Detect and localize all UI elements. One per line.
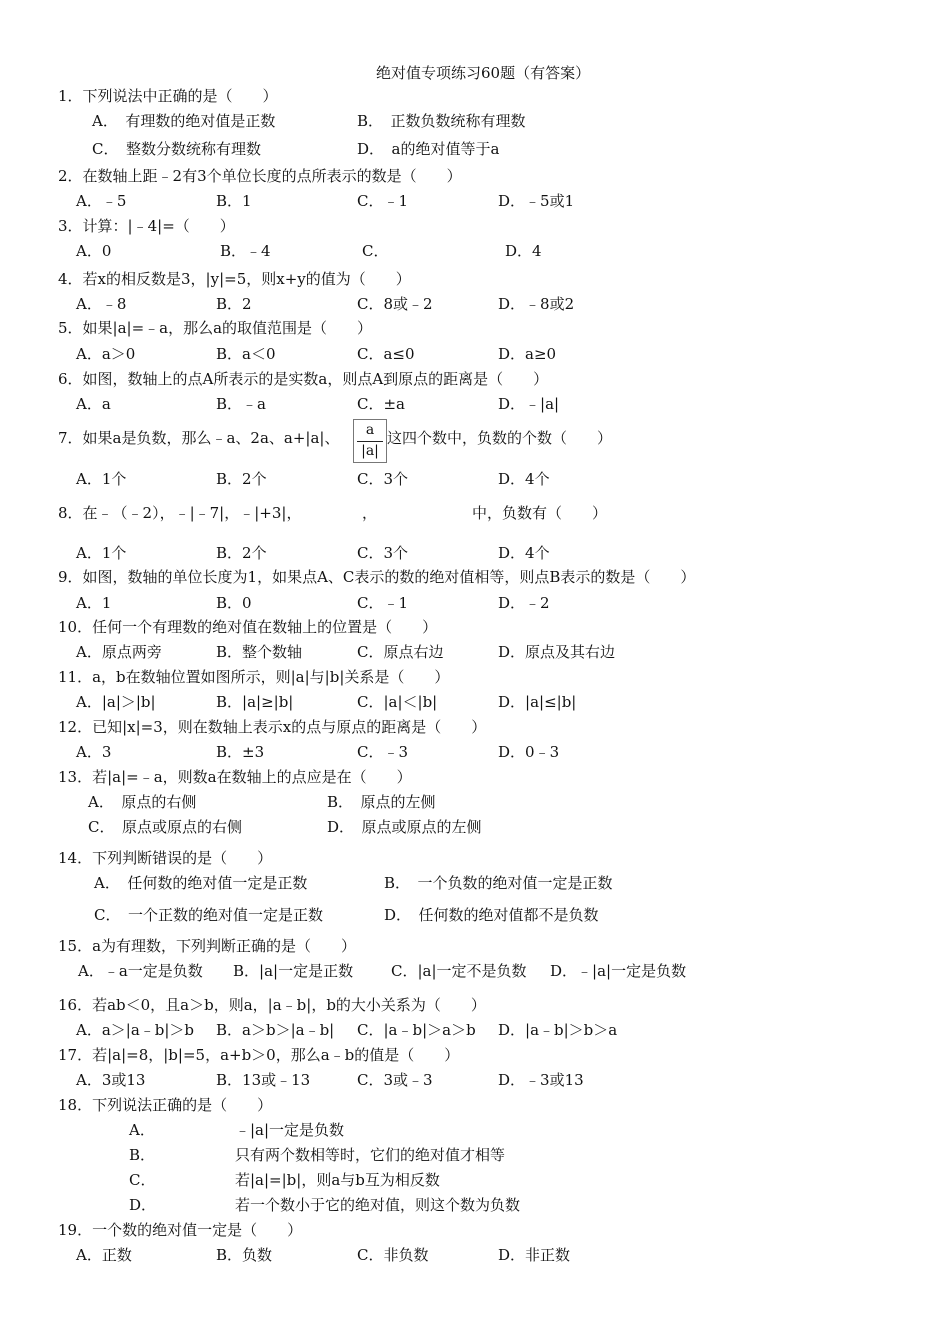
question-3-option-c: C． (362, 242, 389, 260)
question-9-stem: 9．如图，数轴的单位长度为1，如果点A、C表示的数的绝对值相等，则点B表示的数是（ ） (58, 568, 696, 586)
question-7-option-d: D．4个 (498, 470, 550, 488)
question-8-stem-end: 中，负数有（ ） (472, 504, 608, 522)
question-14-option-d: D． 任何数的绝对值都不是负数 (384, 906, 599, 924)
question-4-option-d: D．﹣8或2 (498, 295, 575, 313)
question-19-stem: 19．一个数的绝对值一定是（ ） (58, 1221, 303, 1239)
question-17-option-a: A．3或13 (76, 1071, 146, 1089)
question-18-option-d: 若一个数小于它的绝对值，则这个数为负数 (235, 1196, 521, 1214)
question-10-option-a: A．原点两旁 (76, 643, 162, 661)
question-17-option-b: B．13或﹣13 (216, 1071, 311, 1089)
fraction-numerator: a (365, 422, 375, 438)
question-1-option-c: C． 整数分数统称有理数 (92, 140, 261, 158)
question-10-option-d: D．原点及其右边 (498, 643, 616, 661)
question-11-stem: 11．a，b在数轴位置如图所示，则|a|与|b|关系是（ ） (58, 668, 450, 686)
question-11-option-c: C．|a|＜|b| (357, 693, 438, 711)
question-7-stem: 7．如果a是负数，那么﹣a、2a、a+|a|、 (58, 429, 340, 447)
question-18-letter-b: B． (129, 1146, 156, 1164)
question-18-option-c: 若|a|=|b|，则a与b互为相反数 (235, 1171, 440, 1189)
question-10-option-b: B．整个数轴 (216, 643, 303, 661)
question-8-option-b: B．2个 (216, 544, 267, 562)
question-13-option-a: A． 原点的右侧 (88, 793, 197, 811)
question-3-option-d: D．4 (505, 242, 542, 260)
question-7-option-b: B．2个 (216, 470, 267, 488)
page-title: 绝对值专项练习60题（有答案） (376, 64, 591, 82)
question-9-option-b: B．0 (216, 594, 252, 612)
fraction-image (353, 419, 387, 463)
question-2-option-c: C．﹣1 (357, 192, 409, 210)
question-8-stem-comma: ， (362, 504, 378, 522)
question-12-option-b: B．±3 (216, 743, 265, 761)
question-7-stem-end: 这四个数中，负数的个数（ ） (387, 429, 613, 447)
question-11-option-b: B．|a|≥|b| (216, 693, 294, 711)
question-4-option-a: A．﹣8 (76, 295, 127, 313)
question-4-option-b: B．2 (216, 295, 252, 313)
question-6-option-b: B．﹣a (216, 395, 266, 413)
question-2-stem: 2．在数轴上距﹣2有3个单位长度的点所表示的数是（ ） (58, 167, 462, 185)
question-8-stem: 8．在﹣（﹣2），﹣|﹣7|，﹣|+3|， (58, 504, 302, 522)
fraction-denominator: |a| (361, 443, 379, 459)
question-16-stem: 16．若ab＜0，且a＞b，则a，|a﹣b|，b的大小关系为（ ） (58, 996, 486, 1014)
question-7-option-c: C．3个 (357, 470, 409, 488)
question-4-stem: 4．若x的相反数是3，|y|=5，则x+y的值为（ ） (58, 270, 411, 288)
question-3-option-a: A．0 (76, 242, 112, 260)
question-2-option-d: D．﹣5或1 (498, 192, 575, 210)
question-18-letter-c: C． (129, 1171, 156, 1189)
question-19-option-b: B．负数 (216, 1246, 273, 1264)
question-14-option-a: A． 任何数的绝对值一定是正数 (94, 874, 308, 892)
question-10-stem: 10．任何一个有理数的绝对值在数轴上的位置是（ ） (58, 618, 438, 636)
question-9-option-d: D．﹣2 (498, 594, 550, 612)
question-10-option-c: C．原点右边 (357, 643, 444, 661)
question-13-option-d: D． 原点或原点的左侧 (327, 818, 482, 836)
question-12-option-a: A．3 (76, 743, 112, 761)
question-1-option-b: B． 正数负数统称有理数 (357, 112, 526, 130)
question-12-option-c: C．﹣3 (357, 743, 409, 761)
question-9-option-c: C．﹣1 (357, 594, 409, 612)
question-8-option-c: C．3个 (357, 544, 409, 562)
question-14-stem: 14．下列判断错误的是（ ） (58, 849, 273, 867)
question-12-stem: 12．已知|x|=3，则在数轴上表示x的点与原点的距离是（ ） (58, 718, 487, 736)
question-19-option-a: A．正数 (76, 1246, 132, 1264)
question-17-option-c: C．3或﹣3 (357, 1071, 433, 1089)
question-8-option-d: D．4个 (498, 544, 550, 562)
question-14-option-b: B． 一个负数的绝对值一定是正数 (384, 874, 613, 892)
question-13-stem: 13．若|a|=﹣a，则数a在数轴上的点应是在（ ） (58, 768, 412, 786)
question-3-stem: 3．计算：|﹣4|=（ ） (58, 217, 235, 235)
question-5-stem: 5．如果|a|=﹣a，那么a的取值范围是（ ） (58, 319, 373, 337)
question-16-option-b: B．a＞b＞|a﹣b| (216, 1021, 335, 1039)
question-1-stem: 1．下列说法中正确的是（ ） (58, 87, 278, 105)
question-6-stem: 6．如图，数轴上的点A所表示的是实数a，则点A到原点的距离是（ ） (58, 370, 549, 388)
question-13-option-c: C． 原点或原点的右侧 (88, 818, 242, 836)
question-2-option-b: B．1 (216, 192, 252, 210)
question-18-option-a: ﹣|a|一定是负数 (235, 1121, 345, 1139)
question-11-option-a: A．|a|＞|b| (76, 693, 156, 711)
question-17-option-d: D．﹣3或13 (498, 1071, 584, 1089)
question-19-option-d: D．非正数 (498, 1246, 571, 1264)
question-5-option-b: B．a＜0 (216, 345, 276, 363)
question-16-option-a: A．a＞|a﹣b|＞b (76, 1021, 195, 1039)
question-9-option-a: A．1 (76, 594, 112, 612)
question-15-option-d: D．﹣|a|一定是负数 (550, 962, 687, 980)
question-12-option-d: D．0﹣3 (498, 743, 560, 761)
question-18-option-b: 只有两个数相等时，它们的绝对值才相等 (235, 1146, 506, 1164)
question-11-option-d: D．|a|≤|b| (498, 693, 577, 711)
question-6-option-a: A．a (76, 395, 111, 413)
question-4-option-c: C．8或﹣2 (357, 295, 433, 313)
question-16-option-c: C．|a﹣b|＞a＞b (357, 1021, 476, 1039)
question-8-option-a: A．1个 (76, 544, 127, 562)
question-19-option-c: C．非负数 (357, 1246, 429, 1264)
question-5-option-a: A．a＞0 (76, 345, 136, 363)
question-13-option-b: B． 原点的左侧 (327, 793, 436, 811)
question-1-option-d: D． a的绝对值等于a (357, 140, 500, 158)
question-18-letter-d: D． (129, 1196, 157, 1214)
question-7-option-a: A．1个 (76, 470, 127, 488)
question-6-option-c: C．±a (357, 395, 405, 413)
question-17-stem: 17．若|a|=8，|b|=5，a+b＞0，那么a﹣b的值是（ ） (58, 1046, 460, 1064)
question-5-option-d: D．a≥0 (498, 345, 557, 363)
question-14-option-c: C． 一个正数的绝对值一定是正数 (94, 906, 323, 924)
question-16-option-d: D．|a﹣b|＞b＞a (498, 1021, 618, 1039)
question-15-option-a: A．﹣a一定是负数 (78, 962, 203, 980)
question-2-option-a: A．﹣5 (76, 192, 127, 210)
question-5-option-c: C．a≤0 (357, 345, 415, 363)
question-15-option-b: B．|a|一定是正数 (233, 962, 354, 980)
question-6-option-d: D．﹣|a| (498, 395, 560, 413)
question-1-option-a: A． 有理数的绝对值是正数 (92, 112, 276, 130)
question-3-option-b: B．﹣4 (220, 242, 271, 260)
question-18-letter-a: A． (129, 1121, 155, 1139)
question-15-stem: 15．a为有理数，下列判断正确的是（ ） (58, 937, 357, 955)
question-18-stem: 18．下列说法正确的是（ ） (58, 1096, 273, 1114)
question-15-option-c: C．|a|一定不是负数 (391, 962, 527, 980)
